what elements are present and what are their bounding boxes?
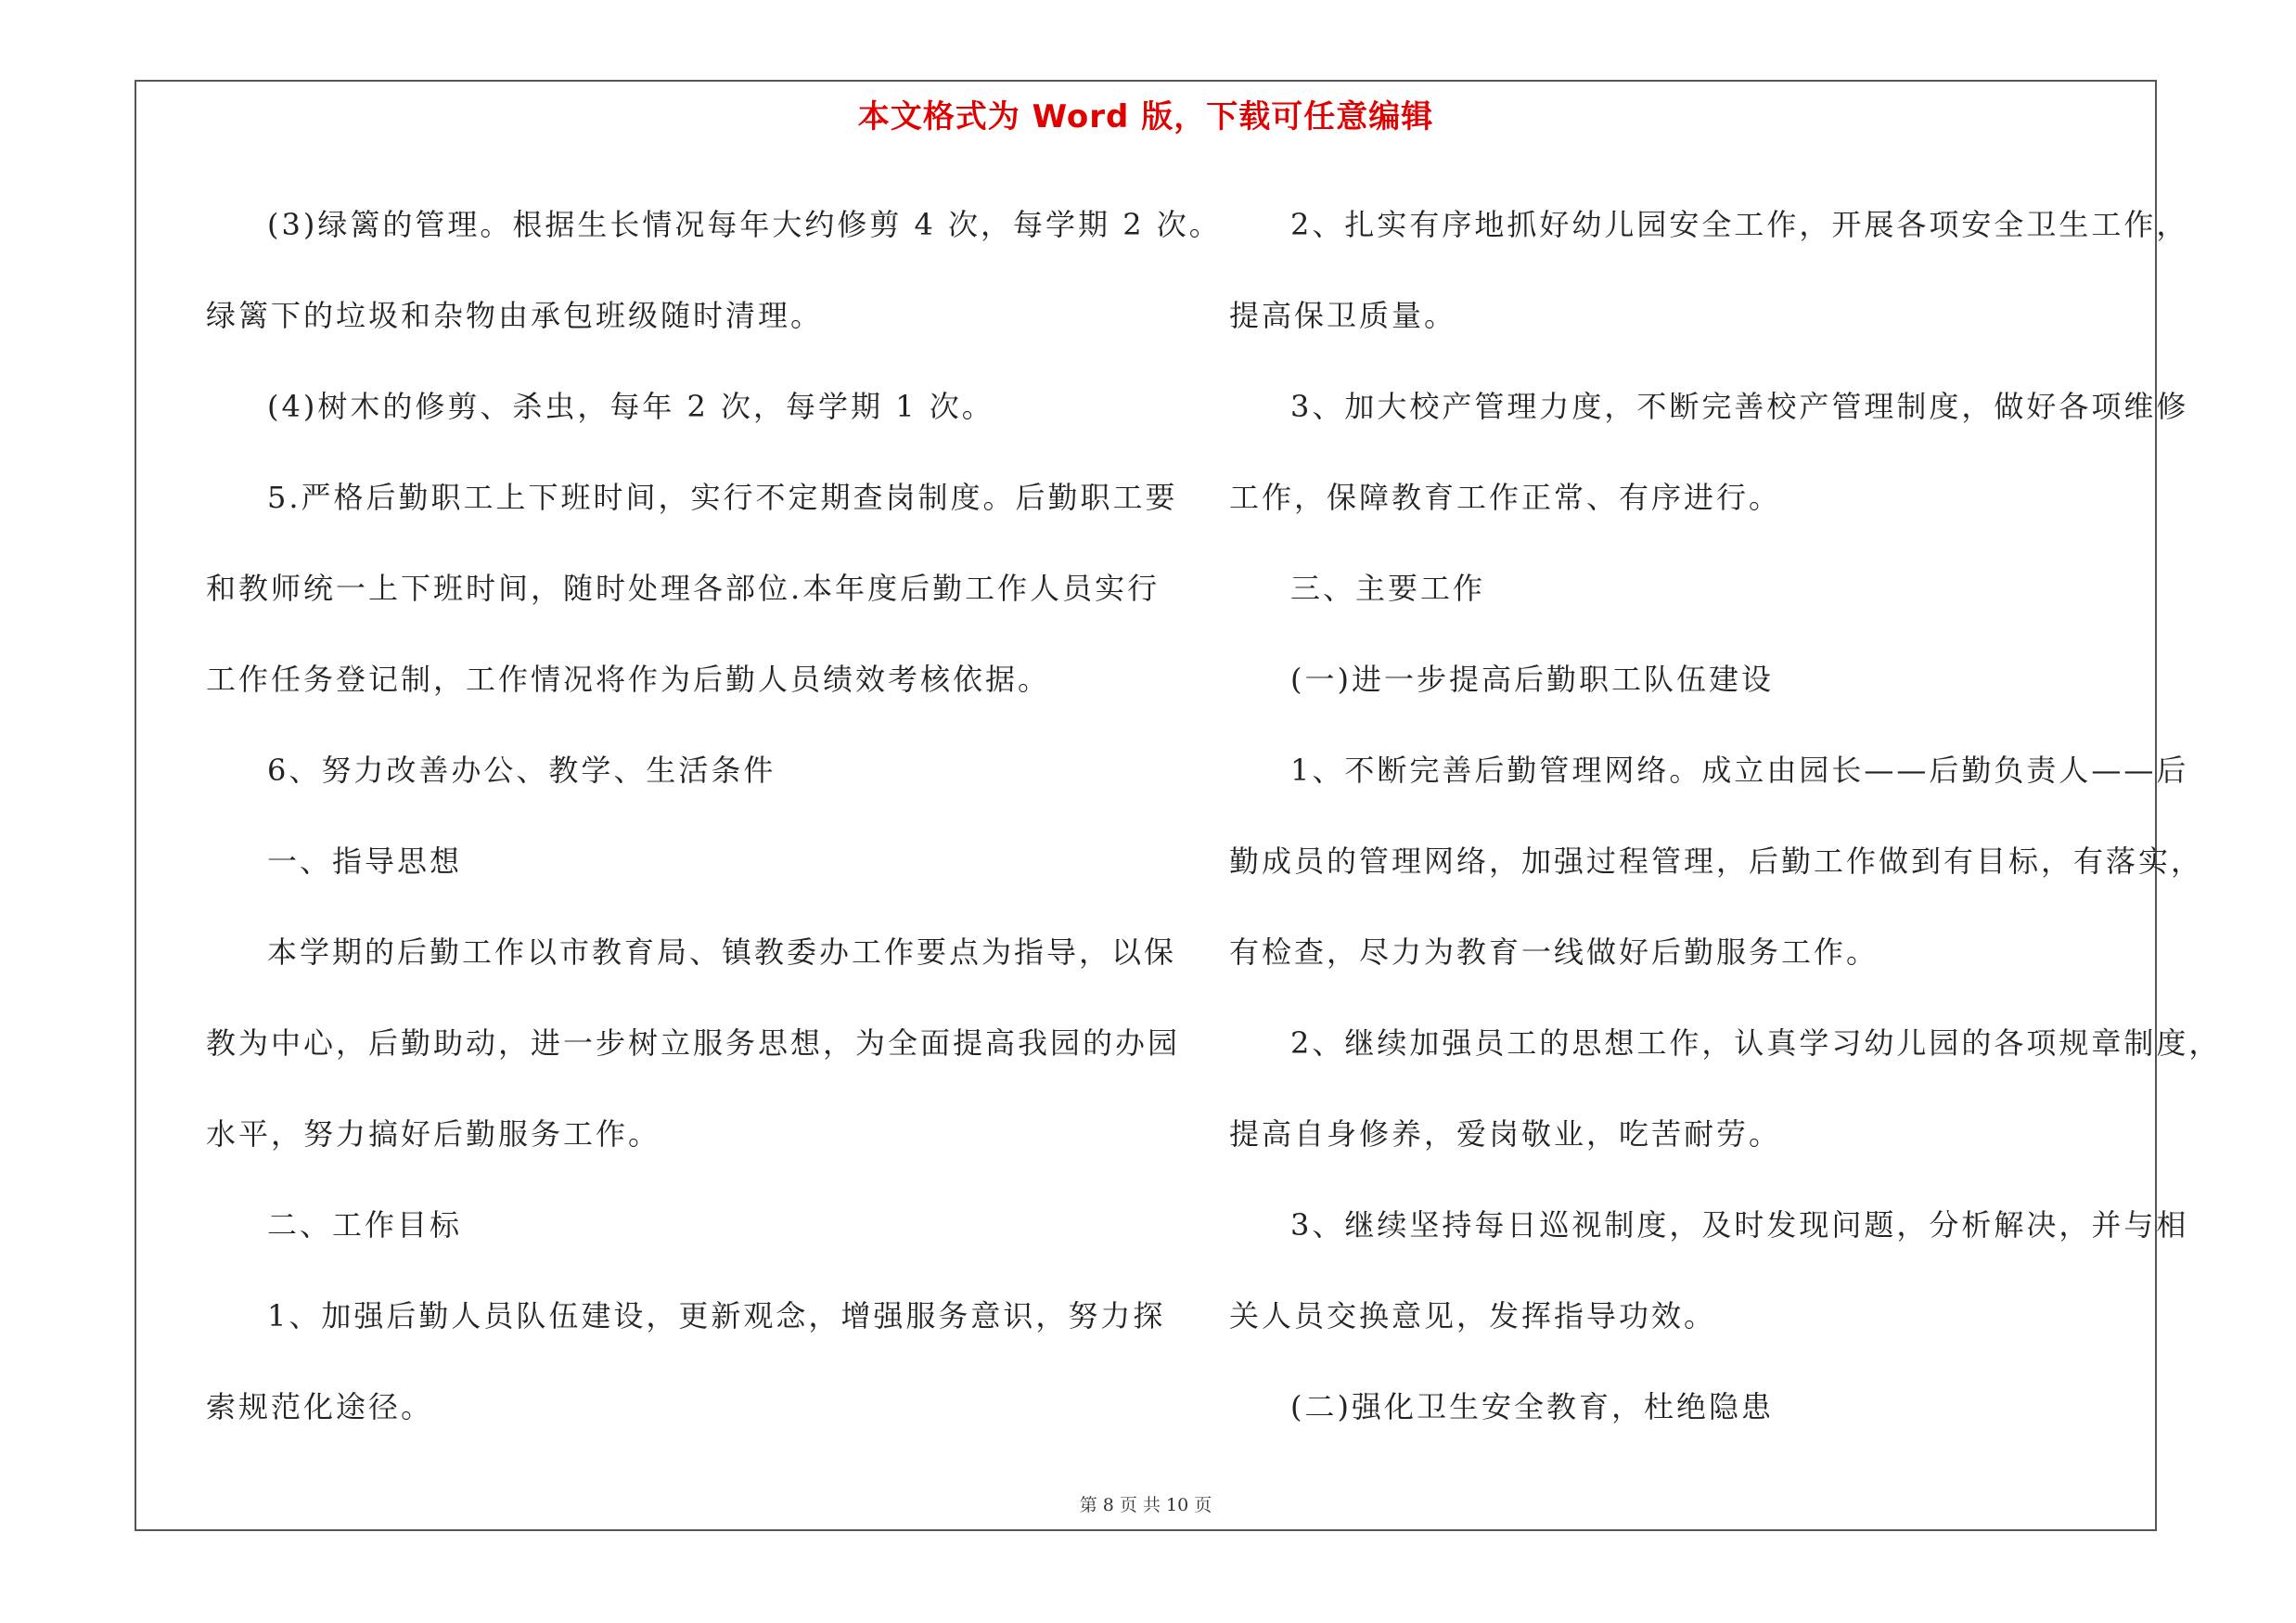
text-line: 提高保卫质量。	[1229, 298, 1457, 333]
text-line: 绿篱下的垃圾和杂物由承包班级随时清理。	[206, 298, 824, 333]
text-line: (3)绿篱的管理。根据生长情况每年大约修剪 4 次，每学期 2 次。	[267, 207, 1222, 242]
text-line: 1、不断完善后勤管理网络。成立由园长——后勤负责人——后	[1290, 753, 2189, 788]
text-line: 和教师统一上下班时间，随时处理各部位.本年度后勤工作人员实行	[206, 571, 1161, 606]
text-line: 水平，努力搞好后勤服务工作。	[206, 1116, 661, 1152]
right-text-column	[1229, 179, 2222, 1452]
text-line: 二、工作目标	[267, 1207, 463, 1243]
text-line: 本学期的后勤工作以市教育局、镇教委办工作要点为指导，以保	[267, 934, 1177, 970]
text-line: 三、主要工作	[1290, 571, 1486, 606]
text-line: 索规范化途径。	[206, 1389, 434, 1424]
page-frame	[135, 80, 2222, 1531]
format-banner: 本文格式为 Word 版，下载可任意编辑	[857, 98, 1434, 135]
text-line: 一、指导思想	[267, 844, 463, 879]
text-line: 3、加大校产管理力度，不断完善校产管理制度，做好各项维修	[1290, 389, 2189, 424]
text-line: 工作任务登记制，工作情况将作为后勤人员绩效考核依据。	[206, 662, 1051, 697]
text-line: 勤成员的管理网络，加强过程管理，后勤工作做到有目标，有落实，	[1229, 844, 2204, 879]
text-line: 2、扎实有序地抓好幼儿园安全工作，开展各项安全卫生工作，	[1290, 207, 2189, 242]
text-line: 5.严格后勤职工上下班时间，实行不定期查岗制度。后勤职工要	[267, 480, 1178, 515]
text-line: 3、继续坚持每日巡视制度，及时发现问题，分析解决，并与相	[1290, 1207, 2189, 1243]
text-line: (一)进一步提高后勤职工队伍建设	[1290, 662, 1774, 697]
text-line: 关人员交换意见，发挥指导功效。	[1229, 1298, 1717, 1333]
text-line: (二)强化卫生安全教育，杜绝隐患	[1290, 1389, 1774, 1424]
text-line: 6、努力改善办公、教学、生活条件	[267, 753, 776, 788]
text-line: 工作，保障教育工作正常、有序进行。	[1229, 480, 1782, 515]
text-line: 提高自身修养，爱岗敬业，吃苦耐劳。	[1229, 1116, 1782, 1152]
page-number: 第 8 页 共 10 页	[1079, 1495, 1212, 1515]
left-text-column	[206, 179, 1222, 1452]
text-line: (4)树木的修剪、杀虫，每年 2 次，每学期 1 次。	[267, 389, 994, 424]
text-line: 有检查，尽力为教育一线做好后勤服务工作。	[1229, 934, 1879, 970]
text-line: 1、加强后勤人员队伍建设，更新观念，增强服务意识，努力探	[267, 1298, 1166, 1333]
text-line: 教为中心，后勤助动，进一步树立服务思想，为全面提高我园的办园	[206, 1025, 1181, 1061]
text-line: 2、继续加强员工的思想工作，认真学习幼儿园的各项规章制度，	[1290, 1025, 2222, 1061]
